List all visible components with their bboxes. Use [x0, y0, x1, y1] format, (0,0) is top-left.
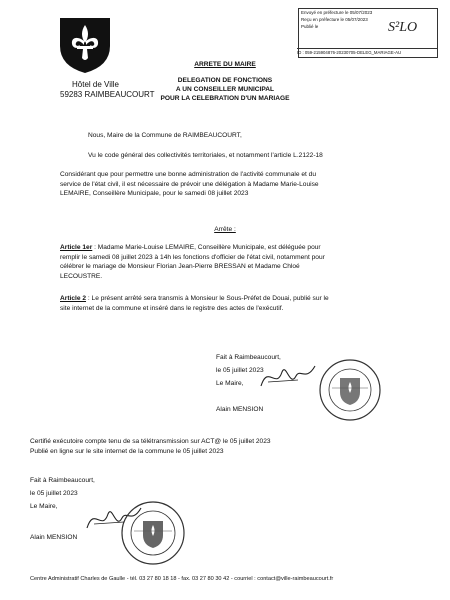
- stamp-received: Reçu en préfecture le 05/07/2023: [301, 17, 368, 22]
- town-seal-2: [120, 500, 186, 566]
- considerant-line-1: Considérant que pour permettre une bonne administration de l'activité communale et du: [60, 171, 317, 178]
- signature-2-date: le 05 juillet 2023: [30, 490, 78, 497]
- considerant-line-3: LEMAIRE, Conseillère Municipale, pour le samedi 08 juillet 2023: [60, 190, 249, 197]
- stamp-published: Publié le: [301, 24, 319, 29]
- stamp-signature: S²LO: [388, 20, 418, 35]
- signature-2-name: Alain MENSION: [30, 534, 78, 541]
- article-2-label: Article 2: [60, 295, 87, 302]
- article-1-text: : Madame Marie-Louise LEMAIRE, Conseillère Municipale, est déléguée pour: [92, 244, 321, 251]
- article-1-line-4: LECOUSTRE.: [60, 272, 103, 280]
- town-hall-city: 59283 RAIMBEAUCOURT: [60, 90, 155, 99]
- article-2-line-2: site internet de la commune et inséré dans le registre des actes de l'exécutif.: [60, 304, 284, 312]
- vu-text: Vu le code général des collectivités territoriales, et notamment l'article L.2122-18: [88, 152, 323, 159]
- footer-contact: Centre Administratif Charles de Gaulle - tél. 03 27 80 18 18 - fax. 03 27 80 30 42 - courriel : contact@ville-raimbeaucourt.fr: [30, 576, 334, 582]
- stamp-sent: Envoyé en préfecture le 05/07/2023: [301, 10, 373, 15]
- article-2-line-1: [60, 294, 329, 304]
- signature-1-place: Fait à Raimbeaucourt,: [216, 354, 281, 361]
- article-1-label: Article 1er: [60, 244, 93, 251]
- town-seal-1: [318, 358, 382, 422]
- certification-line-1: Certifié exécutoire compte tenu de sa télétransmission sur ACT@ le 05 juillet 2023: [30, 438, 271, 445]
- signature-1-name: Alain MENSION: [216, 406, 264, 413]
- signature-1-date: le 05 juillet 2023: [216, 367, 264, 374]
- certification-line-2: Publié en ligne sur le site internet de la commune le 05 juillet 2023: [30, 448, 224, 455]
- town-hall-label: Hôtel de Ville: [72, 80, 119, 89]
- document-subtitle-2: A UN CONSEILLER MUNICIPAL: [175, 86, 275, 93]
- handwritten-signature-1: [258, 360, 318, 394]
- stamp-id: ID : 059-215904876-20230705-DELEG_MARIAGE-AU: [297, 48, 437, 57]
- document-subtitle-1: DELEGATION DE FONCTIONS: [177, 77, 273, 84]
- signature-1-role: Le Maire,: [216, 380, 244, 387]
- arrete-heading: Arrête :: [214, 226, 236, 233]
- intro-text: Nous, Maire de la Commune de RAIMBEAUCOURT,: [88, 132, 242, 139]
- document-subtitle-3: POUR LA CELEBRATION D'UN MARIAGE: [160, 95, 290, 102]
- article-1-line-1: [60, 243, 321, 253]
- article-2-text: : Le présent arrêté sera transmis à Monsieur le Sous-Préfet de Douai, publié sur le: [86, 295, 329, 302]
- signature-2-place: Fait à Raimbeaucourt,: [30, 477, 95, 484]
- article-1-line-2: remplir le samedi 08 juillet 2023 à 14h les fonctions d'officier de l'état civil, notamment pour: [60, 253, 325, 261]
- signature-2-role: Le Maire,: [30, 503, 58, 510]
- considerant-line-2: service de l'état civil, il est nécessaire de prévoir une délégation à Madame Marie-Louise: [60, 180, 319, 188]
- document-title: ARRETE DU MAIRE: [194, 61, 256, 68]
- article-1-line-3: célébrer le mariage de Monsieur Florian Jean-Pierre BRESSAN et Madame Chloé: [60, 263, 300, 270]
